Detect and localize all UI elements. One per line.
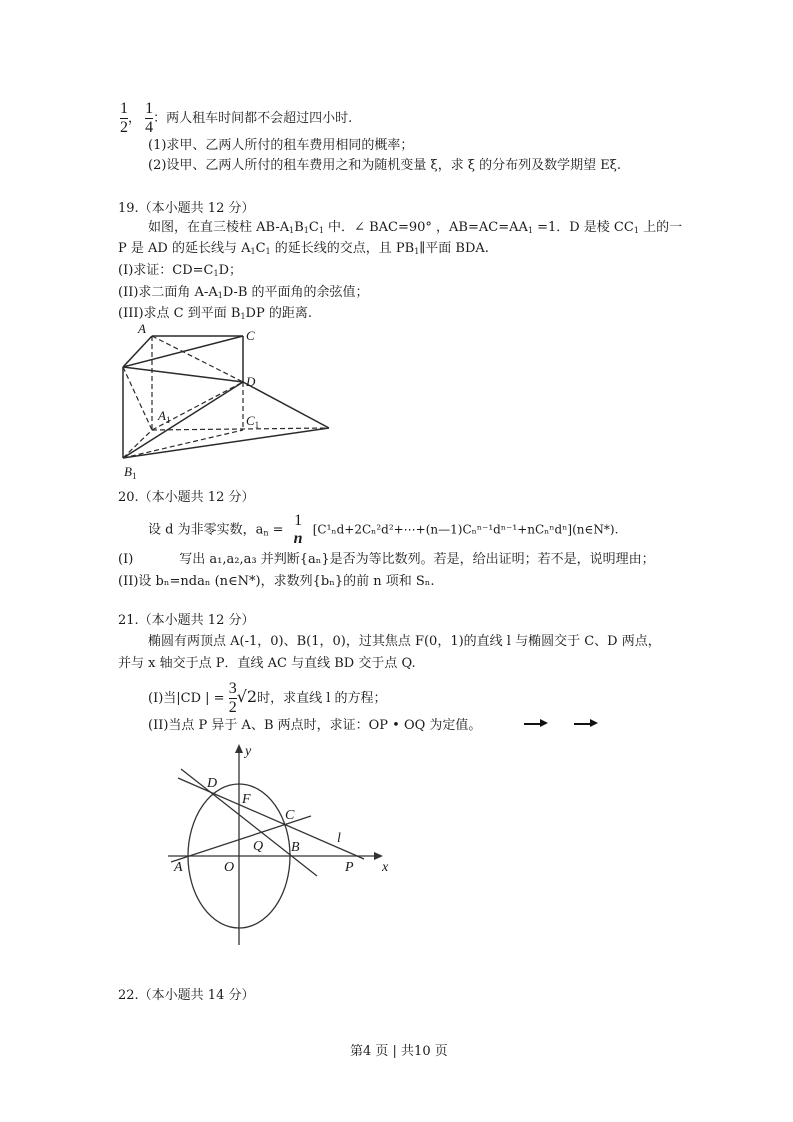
- label-x: x: [382, 860, 389, 875]
- edge-B1-D: [123, 382, 243, 458]
- q18-part1: (1)求甲、乙两人所付的租车费用相同的概率；: [148, 138, 414, 153]
- q20-formula: [C¹ₙd+2Cₙ²d²+⋯+(n—1)Cₙⁿ⁻¹dⁿ⁻¹+nCₙⁿdⁿ](n∈N*).: [312, 522, 619, 537]
- label-A: A: [138, 321, 146, 336]
- q20-part1: (I) 写出 a₁,a₂,a₃ 并判断{aₙ}是否为等比数列。若是，给出证明；若不是，说明理由；: [118, 552, 655, 567]
- edge-B-D: [123, 367, 243, 382]
- q18-condition-text: ：两人租车时间都不会超过四小时.: [153, 111, 353, 126]
- line-l: [178, 778, 364, 859]
- q19-line2: P 是 AD 的延长线与 $A_1C_1$ 的延长线的交点，且 $PB_1\parallel$平面 BDA.: [118, 241, 489, 256]
- label-F: F: [242, 792, 251, 807]
- edge-A-D: [152, 336, 243, 382]
- label-y: y: [245, 744, 252, 759]
- q18-part2: (2)设甲、乙两人所付的租车费用之和为随机变量 ξ，求 ξ 的分布列及数学期望 Eξ.: [148, 158, 622, 173]
- q19-part2: (II)求二面角 $A-A_1D-B$ 的平面角的余弦值；: [118, 285, 369, 300]
- fraction-quarter: $\frac{1}{4}$: [145, 100, 154, 136]
- edge-B1-C1: [123, 430, 243, 458]
- label-C1: $C_1$: [246, 413, 260, 430]
- q21-part2: (II)当点 P 异于 A、B 两点时，求证：OP • OQ 为定值。: [148, 718, 598, 734]
- edge-B-A1: [123, 367, 152, 430]
- fraction-one-over-n: 1 n: [293, 512, 303, 547]
- q20-header: 20.（本小题共 12 分）: [118, 490, 255, 505]
- fraction-half: $\frac{1}{2}$: [120, 100, 128, 136]
- q19-header: 19.（本小题共 12 分）: [118, 201, 255, 216]
- q21-header: 21.（本小题共 12 分）: [118, 613, 255, 628]
- ellipse-figure: [150, 735, 410, 965]
- q21-part1: (I)当|CD | = $\frac{3}{2}$ √2时，求直线 l 的方程；: [148, 680, 387, 716]
- label-D: D: [246, 374, 256, 389]
- q21-line2: 并与 x 轴交于点 P．直线 AC 与直线 BD 交于点 Q.: [118, 656, 416, 671]
- label-Q: Q: [253, 839, 264, 854]
- q22-header: 22.（本小题共 14 分）: [118, 988, 255, 1003]
- q20-part2: (II)设 bₙ=ndaₙ (n∈N*)，求数列{bₙ}的前 n 项和 Sₙ.: [118, 574, 435, 589]
- label-l: l: [337, 831, 341, 846]
- sqrt-two: √2: [236, 687, 258, 706]
- label-B: B: [291, 840, 300, 855]
- vector-arrow-icon: [574, 719, 598, 729]
- label-C: C: [285, 808, 295, 823]
- prism-figure: [110, 320, 340, 485]
- label-O: O: [224, 860, 235, 875]
- q20-definition: 设 d 为非零实数，$a_n$ = 1 n [C¹ₙd+2Cₙ²d²+⋯+(n—1)Cₙⁿ⁻¹dⁿ⁻¹+nCₙⁿdⁿ](n∈N*).: [148, 512, 619, 547]
- edge-A-B: [123, 336, 152, 367]
- y-axis-arrow-icon: [235, 744, 243, 753]
- q19-part3: (III)求点 C 到平面 $B_1DP$ 的距离.: [118, 306, 312, 321]
- label-A1: $A_1$: [158, 408, 171, 425]
- edge-A1-P: [152, 428, 329, 430]
- label-B1: $B_1$: [124, 464, 137, 481]
- label-D: D: [207, 776, 218, 791]
- fraction-three-halves: $\frac{3}{2}$: [228, 680, 237, 716]
- label-A: A: [174, 860, 183, 875]
- edge-B1-P: [123, 428, 329, 458]
- x-axis-arrow-icon: [374, 852, 383, 860]
- label-C: C: [246, 328, 255, 343]
- q19-line1: 如图，在直三棱柱 $AB-A_1B_1C_1$ 中．∠ BAC=90° ，$AB=AC=AA_1 =1$．D 是棱 $CC_1$ 上的一: [148, 220, 683, 235]
- q21-line1: 椭圆有两顶点 A(-1，0)、B(1，0)，过其焦点 F(0，1)的直线 l 与椭圆交于 C、D 两点，: [148, 634, 661, 649]
- label-P: P: [345, 860, 354, 875]
- vector-arrow-icon: [524, 719, 548, 729]
- page-footer: 第4 页 | 共10 页: [350, 1044, 448, 1059]
- q18-tail-line: $\frac{1}{2}$ ， $\frac{1}{4}$ ：两人租车时间都不会超过四小时.: [120, 100, 353, 136]
- q19-part1: (I)求证：$CD=C_1D$；: [118, 263, 243, 278]
